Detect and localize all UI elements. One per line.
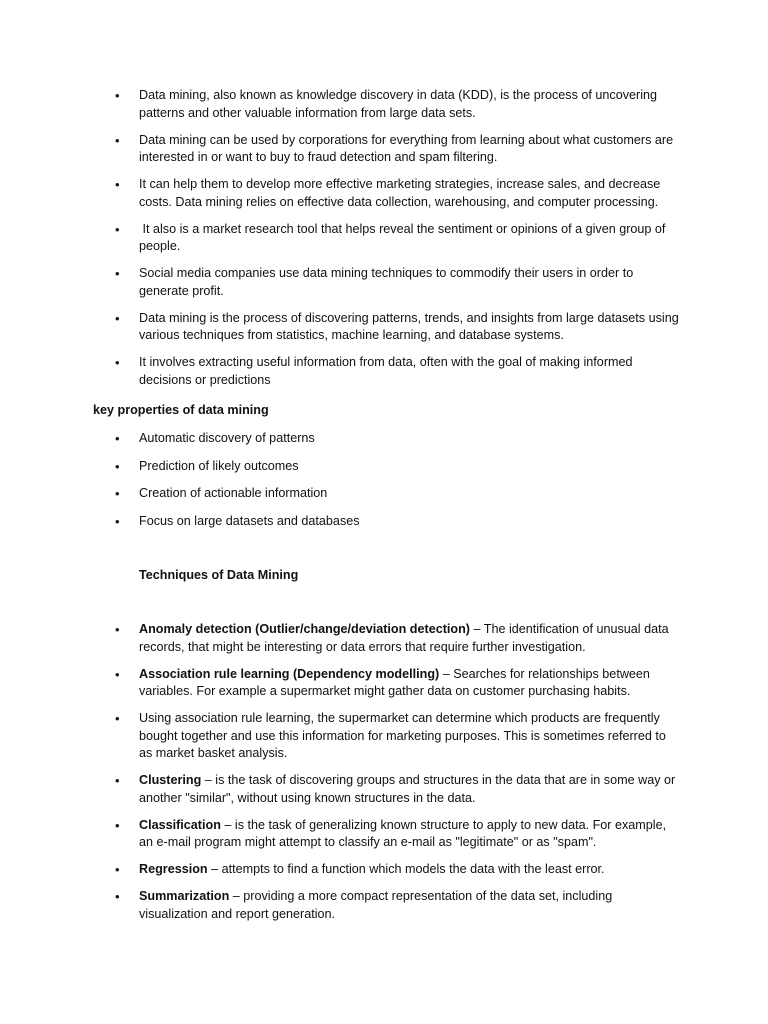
key-properties-heading: key properties of data mining [93,403,269,417]
list-item-text: It can help them to develop more effective marketing strategies, increase sales, and decrease costs. Data mining relies on effective data collection, warehousing, and computer processing. [139,177,661,209]
list-item [0,87,768,122]
list-item [0,310,768,345]
bullet-icon: • [115,513,120,529]
list-item-text: Prediction of likely outcomes [139,458,299,473]
list-item [0,772,768,807]
technique-term: Classification [139,817,221,832]
list-item [0,176,768,211]
technique-term: Clustering [139,773,202,787]
list-item-text: Data mining can be used by corporations for everything from learning about what customers are interested in or want to buy to fraud detection and spam filtering. [139,132,674,164]
list-item [0,817,768,852]
list-item-text: It also is a market research tool that helps reveal the sentiment or opinions of a given group of people. [139,221,669,253]
technique-description: – attempts to find a function which models the data with the least error. [207,862,605,876]
list-item [0,485,768,503]
bullet-icon: • [115,177,120,192]
list-item [0,513,768,531]
list-item-text: Data mining is the process of discovering patterns, trends, and insights from large datasets using various techniques from statistics, machine learning, and database systems. [139,310,679,342]
bullet-icon: • [115,458,120,474]
technique-term: Regression [139,862,208,876]
list-item-text: Social media companies use data mining techniques to commodify their users in order to generate profit. [139,266,634,298]
bullet-icon: • [115,889,120,904]
bullet-icon: • [115,711,120,726]
intro-bullet-list [0,87,768,399]
bullet-icon: • [115,88,120,103]
list-item-text: Data mining, also known as knowledge discovery in data (KDD), is the process of uncovering patterns and other valuable information from large data sets. [139,88,657,120]
list-item [0,666,768,701]
list-item [0,861,768,879]
techniques-list [0,621,768,933]
bullet-icon: • [115,221,120,237]
technique-description: – is the task of discovering groups and structures in the data that are in some way or another "similar", without using known structures in the data. [139,773,676,805]
list-item [0,888,768,923]
bullet-icon: • [115,817,120,833]
bullet-icon: • [115,486,120,501]
technique-term: Association rule learning (Dependency modelling) [139,666,440,681]
technique-description: – is the task of generalizing known structure to apply to new data. For example, an e-mail program might attempt to classify an e-mail as "legitimate" or as "spam". [139,817,667,849]
bullet-icon: • [115,666,120,682]
technique-description: – Searches for relationships between variables. For example a supermarket might gather data on customer purchasing habits. [139,666,650,698]
list-item-text: It involves extracting useful information from data, often with the goal of making informed decisions or predictions [139,355,633,387]
bullet-icon: • [115,773,120,788]
technique-description: – providing a more compact representation of the data set, including visualization and report generation. [139,889,613,921]
list-item [0,354,768,389]
bullet-icon: • [115,266,120,281]
list-item [0,710,768,763]
bullet-icon: • [115,355,120,370]
bullet-icon: • [115,132,120,148]
list-item-text: Creation of actionable information [139,486,328,500]
list-item [0,265,768,300]
list-item [0,132,768,167]
list-item [0,458,768,476]
list-item [0,621,768,656]
key-properties-list [0,430,768,540]
technique-term: Summarization [139,889,230,903]
list-item [0,221,768,256]
techniques-heading: Techniques of Data Mining [139,568,299,582]
technique-description: – The identification of unusual data records, that might be interesting or data errors that require further investigation. [139,622,669,654]
technique-term: Anomaly detection (Outlier/change/deviation detection) [139,622,470,636]
bullet-icon: • [115,622,120,637]
list-item-text: Focus on large datasets and databases [139,513,360,528]
list-item [0,430,768,448]
bullet-icon: • [115,310,120,326]
bullet-icon: • [115,431,120,446]
list-item-text: Automatic discovery of patterns [139,431,315,445]
technique-description: Using association rule learning, the supermarket can determine which products are frequently bought together and use this information for marketing purposes. This is sometimes referred to as market basket analysis. [139,711,666,760]
bullet-icon: • [115,862,120,877]
